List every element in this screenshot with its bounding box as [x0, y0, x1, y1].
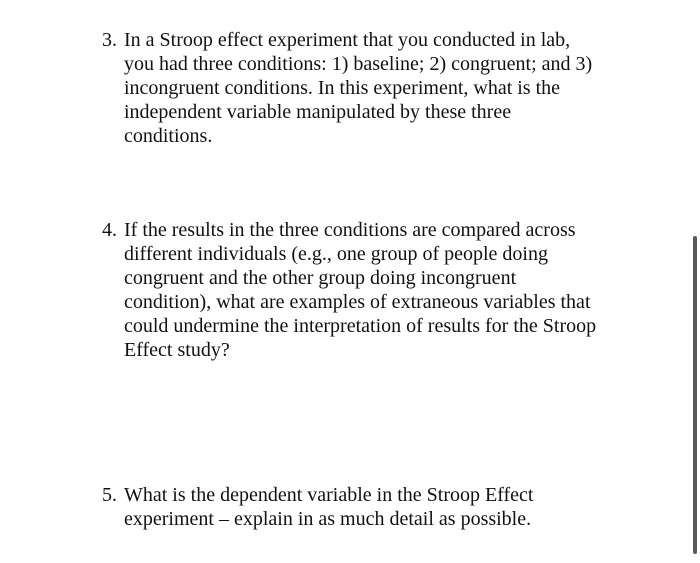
question-text-line: If the results in the three conditions are compared across [124, 219, 576, 241]
question-text-line: experiment – explain in as much detail as possible. [124, 508, 532, 530]
question-text-line: conditions. [124, 125, 213, 147]
question-text-line: independent variable manipulated by these three [124, 101, 512, 123]
question-text-line: What is the dependent variable in the Stroop Effect [124, 484, 534, 506]
question-3 [102, 28, 622, 148]
question-number: 5. [102, 484, 117, 506]
question-text-line: you had three conditions: 1) baseline; 2) congruent; and 3) [124, 53, 593, 75]
question-4 [102, 218, 622, 362]
question-5 [102, 483, 622, 531]
question-number: 4. [102, 219, 117, 241]
question-text-line: Effect study? [124, 339, 230, 361]
question-text-line: different individuals (e.g., one group of people doing [124, 243, 548, 265]
question-text-line: congruent and the other group doing incongruent [124, 267, 517, 289]
vertical-scrollbar[interactable] [693, 236, 697, 554]
question-text-line: condition), what are examples of extraneous variables that [124, 291, 591, 313]
question-text-line: could undermine the interpretation of results for the Stroop [124, 315, 597, 337]
question-text-line: incongruent conditions. In this experiment, what is the [124, 77, 561, 99]
question-text-line: In a Stroop effect experiment that you conducted in lab, [124, 29, 571, 51]
question-number: 3. [102, 29, 117, 51]
